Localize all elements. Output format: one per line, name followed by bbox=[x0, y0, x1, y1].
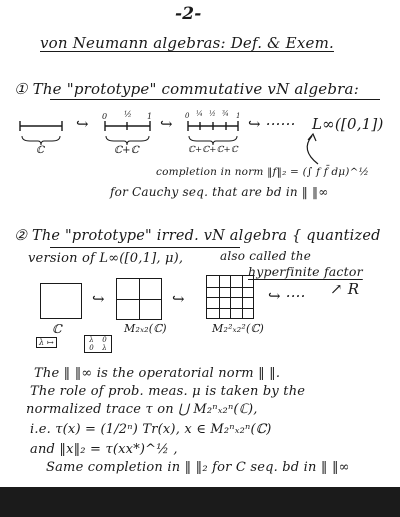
lambda-box bbox=[36, 337, 57, 348]
interval-3-tick-threequarter: ¾ bbox=[222, 110, 229, 118]
hyperfinite-factor: hyperfinite factor bbox=[248, 264, 363, 279]
interval-2-tick-0: 0 bbox=[102, 112, 108, 121]
section2-line2: version of L∞([0,1], μ), bbox=[28, 251, 184, 266]
grid-1x1 bbox=[40, 283, 82, 319]
para-line-3: normalized trace τ on ⋃ M₂ⁿₓ₂ⁿ(ℂ), bbox=[26, 402, 258, 417]
grid-4x4 bbox=[206, 275, 254, 319]
linf-target: L∞([0,1]) bbox=[312, 115, 384, 133]
section2-heading: ② The "prototype" irred. vN algebra { quantized bbox=[14, 228, 381, 244]
grid-arrow-2: ↪ bbox=[172, 290, 185, 308]
grid-4x4-vline-1 bbox=[219, 276, 220, 318]
limit-R: ↗ R bbox=[330, 280, 360, 298]
page-number: -2- bbox=[175, 4, 202, 24]
scan-bottom-bar bbox=[0, 487, 400, 517]
para-line-5: and ‖x‖₂ = τ(xx*)^½ , bbox=[30, 442, 178, 457]
seq-arrow-2: ↪ bbox=[160, 115, 173, 133]
interval-3-tick-quarter: ¼ bbox=[196, 110, 203, 118]
section1-heading: ① The "prototype" commutative vN algebra: bbox=[14, 80, 359, 98]
interval-3-tick-0: 0 bbox=[185, 112, 190, 120]
page-title: von Neumann algebras: Def. & Exem. bbox=[40, 34, 334, 52]
grid-label-3: M₂²ₓ₂²(ℂ) bbox=[212, 322, 264, 335]
grid-4x4-vline-2 bbox=[230, 276, 231, 318]
interval-3-tick-1: 1 bbox=[236, 112, 241, 120]
section2-underline bbox=[50, 247, 240, 248]
completion-note: completion in norm ‖f‖₂ = (∫ f f̄ dμ)^½ bbox=[156, 166, 369, 178]
grid-label-2: M₂ₓ₂(ℂ) bbox=[124, 322, 167, 335]
section2-also-called: also called the bbox=[220, 249, 311, 263]
grid-4x4-vline-3 bbox=[242, 276, 243, 318]
para-line-4: i.e. τ(x) = (1/2ⁿ) Tr(x), x ∈ M₂ⁿₓ₂ⁿ(ℂ) bbox=[30, 422, 272, 437]
seq-label-1: ℂ bbox=[36, 145, 45, 156]
lambda-matrix bbox=[84, 335, 112, 353]
section1-underline bbox=[50, 99, 380, 100]
para-line-2: The role of prob. meas. μ is taken by the bbox=[30, 384, 306, 399]
grid-dots: ↪ ···· bbox=[268, 287, 306, 305]
seq-arrow-1: ↪ bbox=[76, 115, 89, 133]
interval-3-tick-half: ½ bbox=[209, 110, 216, 118]
completion-arrow bbox=[0, 128, 400, 188]
para-line-6: Same completion in ‖ ‖₂ for C seq. bd in ‖ ‖∞ bbox=[46, 460, 350, 475]
lambda-matrix-22: λ bbox=[102, 344, 107, 352]
seq-label-3: ℂ+ℂ+ℂ+ℂ bbox=[188, 145, 238, 155]
grid-2x2-vline bbox=[139, 279, 140, 319]
interval-2-tick-1: 1 bbox=[147, 112, 153, 121]
lambda-matrix-21: 0 bbox=[89, 344, 94, 352]
lambda-map-label: λ ↦ bbox=[39, 338, 54, 347]
grid-2x2 bbox=[116, 278, 162, 320]
interval-2-tick-half: ½ bbox=[124, 110, 132, 119]
seq-arrow-3: ↪ ······ bbox=[248, 115, 296, 133]
lambda-matrix-12: 0 bbox=[102, 336, 107, 344]
grid-arrow-1: ↪ bbox=[92, 290, 105, 308]
lambda-matrix-11: λ bbox=[89, 336, 94, 344]
grid-label-1: ℂ bbox=[52, 322, 62, 336]
cauchy-note: for Cauchy seq. that are bd in ‖ ‖∞ bbox=[110, 185, 329, 199]
seq-label-2: ℂ+ℂ bbox=[114, 145, 139, 156]
para-line-1: The ‖ ‖∞ is the operatorial norm ‖ ‖. bbox=[34, 366, 281, 381]
